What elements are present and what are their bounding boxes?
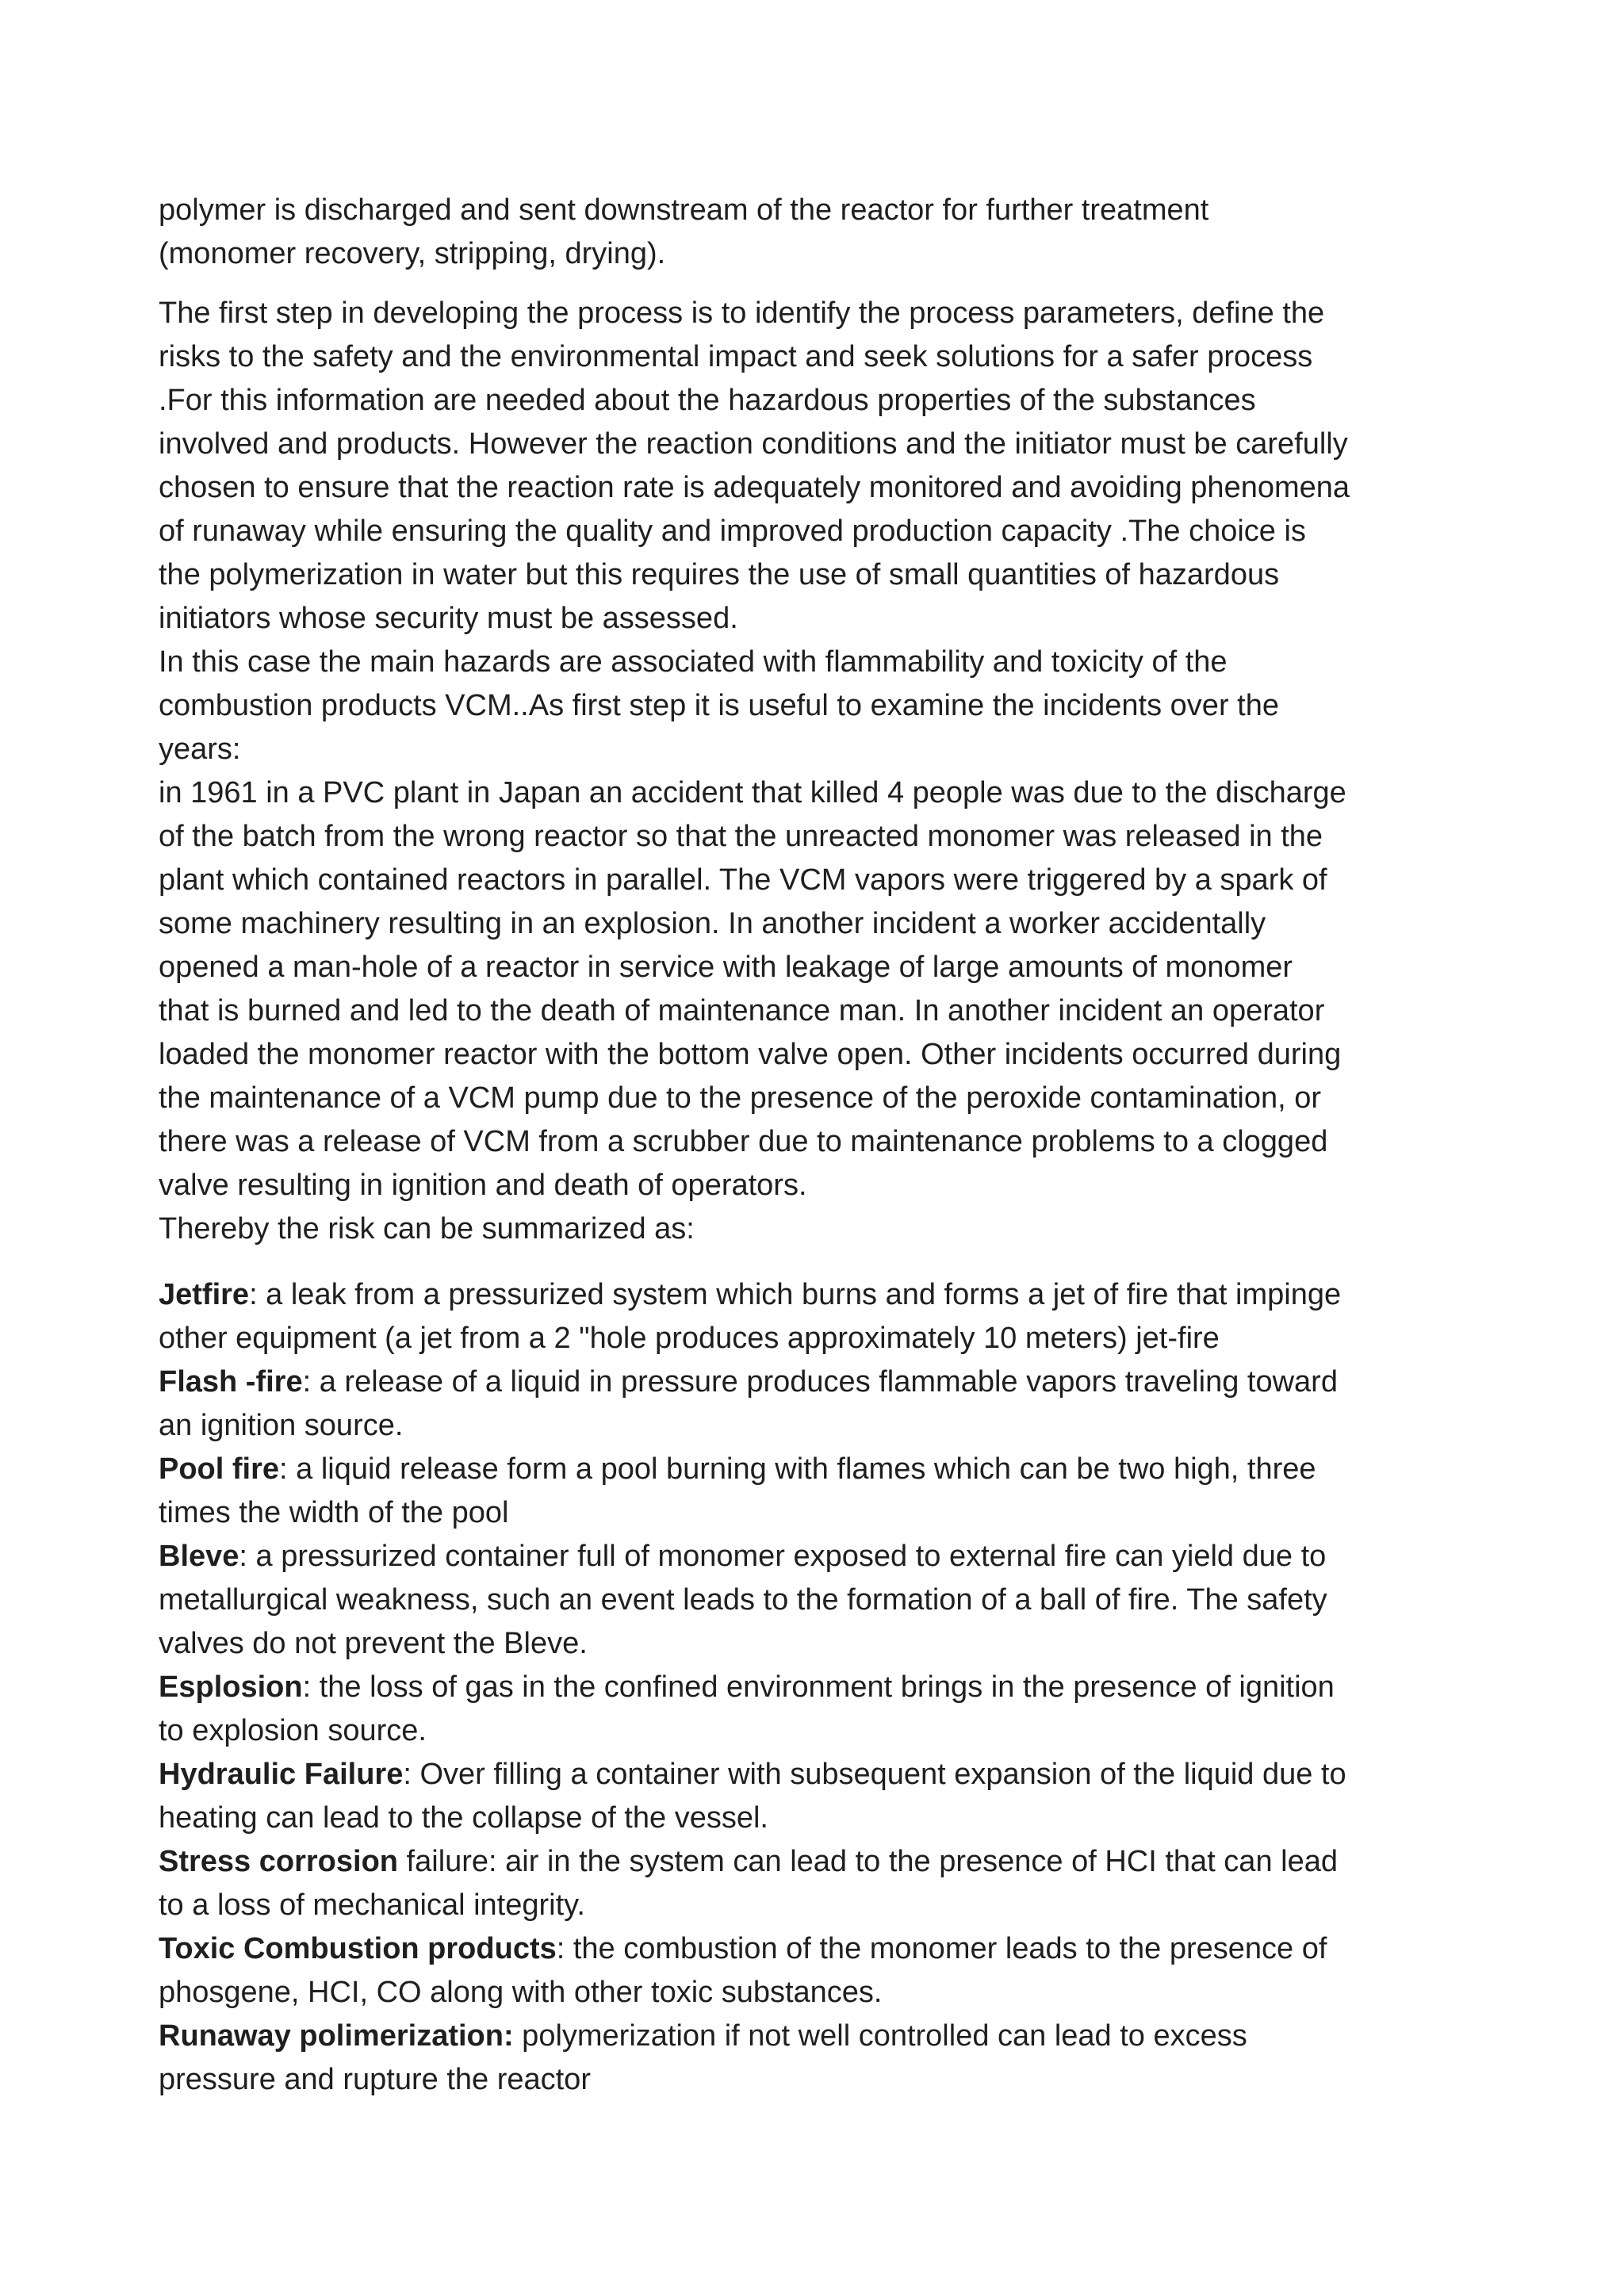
hazard-item-flash-fire — [159, 1360, 1475, 1448]
hazard-item-bleve — [159, 1535, 1475, 1666]
hazard-term: Runaway polimerization: — [159, 2019, 514, 2053]
hazard-term: Stress corrosion — [159, 1845, 398, 1878]
hazard-description: : a release of a liquid in pressure produces flammable vapors traveling toward an ignition source. — [159, 1365, 1338, 1442]
hazard-item-hydraulic-failure — [159, 1753, 1475, 1840]
paragraph-process-and-incidents: The first step in developing the process is to identify the process parameters, define the risks to the safety and the environmental impact and seek solutions for a safer process .For this information are needed about the hazardous properties of the substances involved and products. However the reaction conditions and the initiator must be carefully chosen to ensure that the reaction rate is adequately monitored and avoiding phenomena of runaway while ensuring the quality and improved production capacity .The choice is the polymerization in water but this requires the use of small quantities of hazardous initiators whose security must be assessed. In this case the main hazards are associated with flammability and toxicity of the combustion products VCM..As first step it is useful to examine the incidents over the years: in 1961 in a PVC plant in Japan an accident that killed 4 people was due to the discharge of the batch from the wrong reactor so that the unreacted monomer was released in the plant which contained reactors in parallel. The VCM vapors were triggered by a spark of some machinery resulting in an explosion. In another incident a worker accidentally opened a man-hole of a reactor in service with leakage of large amounts of monomer that is burned and led to the death of maintenance man. In another incident an operator loaded the monomer reactor with the bottom valve open. Other incidents occurred during the maintenance of a VCM pump due to the presence of the peroxide contamination, or there was a release of VCM from a scrubber due to maintenance problems to a clogged valve resulting in ignition and death of operators. Thereby the risk can be summarized as: — [159, 297, 1350, 1246]
hazard-item-jetfire — [159, 1273, 1475, 1360]
hazard-item-stress-corrosion — [159, 1840, 1475, 1927]
hazard-item-runaway-polimerization — [159, 2015, 1475, 2102]
hazard-item-esplosion — [159, 1666, 1475, 1753]
hazard-term: Jetfire — [159, 1278, 250, 1311]
hazard-description: polymerization if not well controlled can lead to excess pressure and rupture the reactor — [159, 2019, 1247, 2096]
hazard-item-toxic-combustion — [159, 1927, 1475, 2015]
paragraph-gap — [159, 1251, 1475, 1273]
paragraph-gap — [159, 276, 1475, 292]
document-page — [159, 189, 1475, 2102]
hazard-description: : a pressurized container full of monomer exposed to external fire can yield due to metallurgical weakness, such an event leads to the formation of a ball of fire. The safety valves do not prevent the Bleve. — [159, 1540, 1327, 1660]
hazard-term: Pool fire — [159, 1452, 280, 1486]
hazard-description: failure: air in the system can lead to the presence of HCI that can lead to a loss of mechanical integrity. — [159, 1845, 1338, 1922]
hazard-description: : the loss of gas in the confined environment brings in the presence of ignition to explosion source. — [159, 1670, 1335, 1747]
hazard-term: Bleve — [159, 1540, 239, 1573]
hazard-term: Hydraulic Failure — [159, 1758, 404, 1791]
hazard-list — [159, 1273, 1475, 2102]
hazard-item-pool-fire — [159, 1448, 1475, 1535]
hazard-description: : the combustion of the monomer leads to the presence of phosgene, HCI, CO along with other toxic substances. — [159, 1932, 1327, 2009]
hazard-description: : a liquid release form a pool burning with flames which can be two high, three times the width of the pool — [159, 1452, 1316, 1529]
hazard-term: Toxic Combustion products — [159, 1932, 557, 1965]
hazard-description: : Over filling a container with subsequent expansion of the liquid due to heating can lead to the collapse of the vessel. — [159, 1758, 1346, 1835]
paragraph-intro: polymer is discharged and sent downstream of the reactor for further treatment (monomer recovery, stripping, drying). — [159, 193, 1209, 270]
hazard-description: : a leak from a pressurized system which burns and forms a jet of fire that impinge other equipment (a jet from a 2 "hole produces approximately 10 meters) jet-fire — [159, 1278, 1342, 1355]
hazard-term: Esplosion — [159, 1670, 303, 1704]
hazard-term: Flash -fire — [159, 1365, 303, 1399]
